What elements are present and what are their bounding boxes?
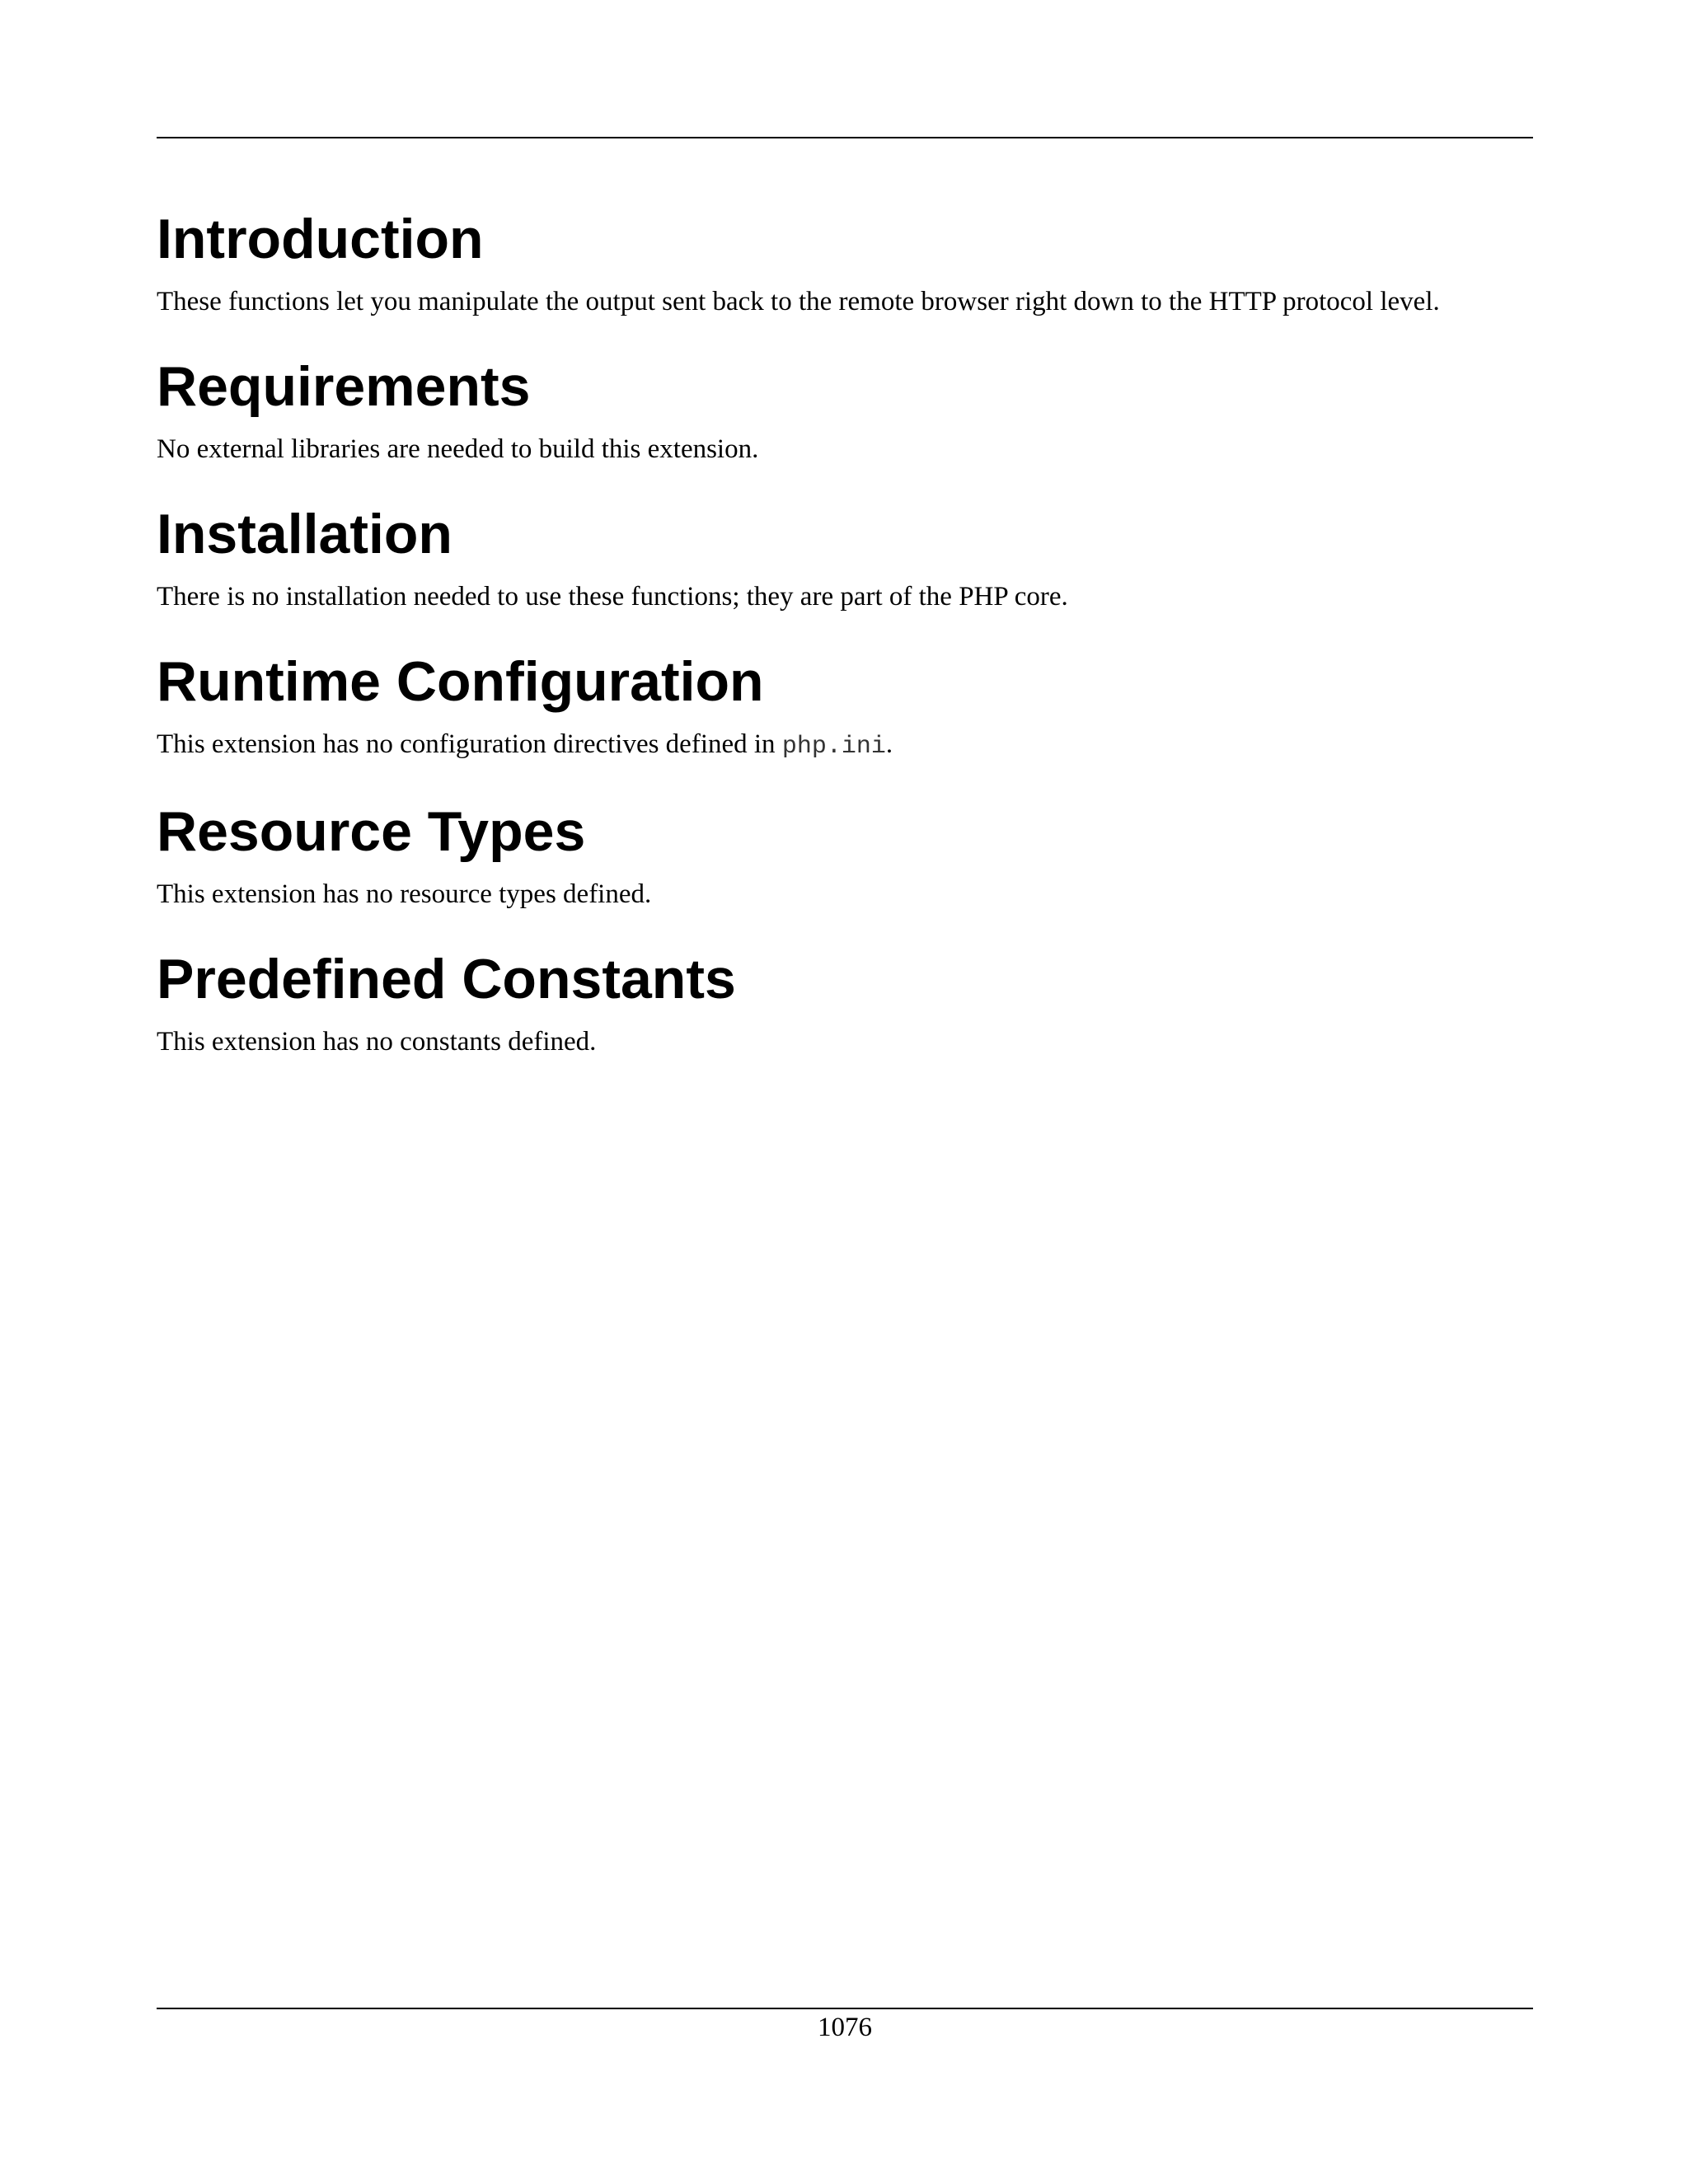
page-number: 1076 (818, 2013, 872, 2042)
section-heading: Installation (157, 503, 452, 565)
section-text (157, 728, 1533, 763)
section-resource-types (157, 799, 1533, 911)
section-text: This extension has no constants defined. (157, 1027, 597, 1057)
footer-rule (157, 2008, 1533, 2009)
section-heading: Runtime Configuration (157, 650, 764, 713)
section-heading: Requirements (157, 355, 531, 418)
section-text-before: This extension has no configuration directives defined in (157, 729, 782, 759)
section-heading: Predefined Constants (157, 948, 736, 1010)
section-text: No external libraries are needed to build this extension. (157, 434, 759, 464)
section-introduction (157, 206, 1533, 318)
header-rule (157, 137, 1533, 138)
config-file-code: php.ini (781, 733, 886, 761)
section-heading: Resource Types (157, 800, 586, 863)
section-requirements (157, 354, 1533, 466)
section-heading: Introduction (157, 208, 484, 270)
section-text-after: . (885, 729, 893, 759)
section-text: There is no installation needed to use these functions; they are part of the PHP core. (157, 582, 1068, 612)
page-content (157, 206, 1533, 1094)
section-installation (157, 501, 1533, 613)
section-text: This extension has no resource types defined. (157, 879, 652, 909)
section-runtime-configuration (157, 649, 1533, 763)
section-text: These functions let you manipulate the output sent back to the remote browser right down to the HTTP protocol level. (157, 287, 1440, 316)
section-predefined-constants (157, 946, 1533, 1058)
